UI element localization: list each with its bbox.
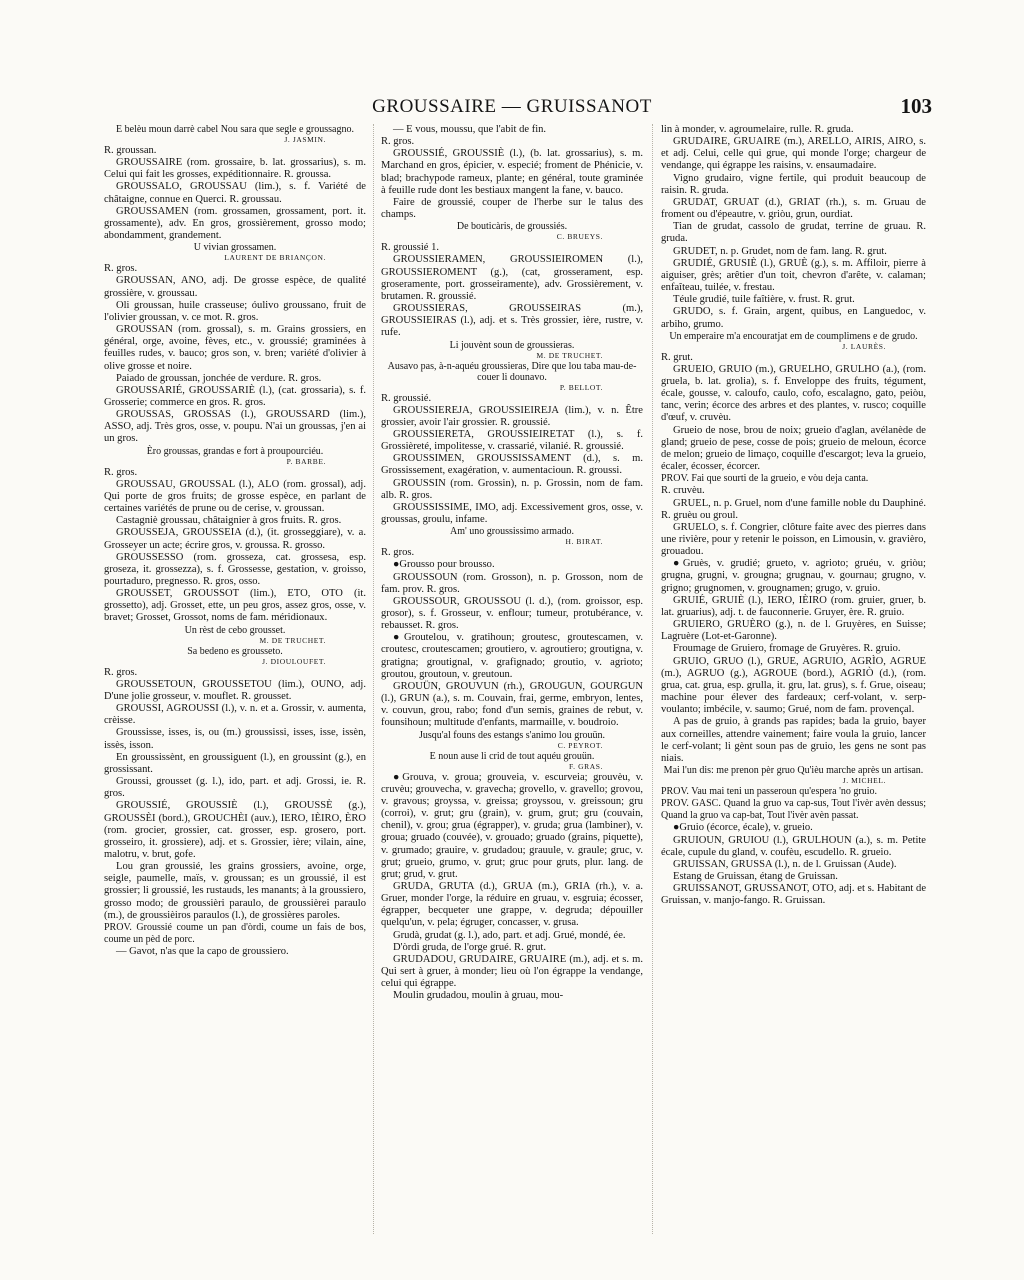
- dictionary-entry: GRUISSANOT, GRUSSANOT, OTO, adj. et s. Habitant de Gruissan, v. manjo-fango. R. Gruissan.: [661, 883, 926, 907]
- dictionary-column-3: [661, 124, 926, 1234]
- dictionary-entry: Paiado de groussan, jonchée de verdure. R. gros.: [116, 372, 322, 384]
- dictionary-entry: GROUSSAN, ANO, adj. De grosse espèce, de qualité grossière, v. groussau.: [104, 275, 366, 299]
- dictionary-entry: GROUSSIÉ, GROUSSIÈ (l.), GROUSSÈ (g.), GROUSSÈI (bord.), GROUCHÈI (auv.), IERO, IÈIRO, ÈRO (rom. grocier, grossier, cat. grosser, esp. grosero, port. grosseiro, it. grossiere), adj. et s. Grossier, ière; vilain, aine, malotru, v. brut, gofe.: [104, 800, 366, 860]
- quotation-author: J. LAURÈS.: [842, 341, 886, 351]
- quotation-author: H. BIRAT.: [565, 537, 603, 547]
- dictionary-entry: GROUSSALO, GROUSSAU (lim.), s. f. Variété de châtaigne, connue en Querci. R. groussau.: [104, 181, 366, 205]
- dictionary-entry: GROUSSIMEN, GROUSSISSAMENT (d.), s. m. Grossissement, exagération, v. aumentacioun. R. groussi.: [381, 453, 643, 477]
- dictionary-entry: En groussissènt, en groussiguent (l.), en groussint (g.), en grossissant.: [104, 751, 366, 775]
- dictionary-entry: ●Gruès, v. grudié; grueto, v. agrioto; gruéu, v. griòu; grugna, grugni, v. grougna; grugnau, v. gournau; grugno, v. grigno; grugnomen, v. grougnamen; grugo, v. gruio.: [661, 558, 926, 594]
- dictionary-entry: ●Grousso pour brousso.: [393, 559, 495, 571]
- dictionary-entry: — E vous, moussu, que l'abit de fin.: [393, 124, 547, 135]
- dictionary-entry: Tian de grudat, cassolo de grudat, terrine de gruau. R. gruda.: [661, 221, 926, 245]
- dictionary-entry: GROUSSARIÉ, GROUSSARIÈ (l.), (cat. grossaria), s. f. Grosserie; commerce en gros. R. gros.: [104, 384, 366, 408]
- quotation: Un emperaire m'a encouratjat em de coumplimens e de grudo.: [669, 330, 918, 342]
- dictionary-entry: GRUDET, n. p. Grudet, nom de fam. lang. R. grut.: [673, 245, 887, 257]
- dictionary-entry: GRUISSAN, GRUSSA (l.), n. de l. Gruissan (Aude).: [673, 858, 897, 870]
- dictionary-entry: GROUSSAS, GROSSAS (l.), GROUSSARD (lim.), ASSO, adj. Très gros, osse, v. poupu. N'ai un groussas, j'en ai un gros.: [104, 409, 366, 445]
- quotation: Sa bedeno es grousseto.: [187, 645, 283, 657]
- dictionary-entry: GROUSSET, GROUSSOT (lim.), ETO, OTO (it. grossetto), adj. Grosset, ette, un peu gros, assez gros, osse, v. bravet; Grosset, Grossot, noms de fam. méridionaux.: [104, 588, 366, 624]
- dictionary-entry: GRUIÉ, GRUIÈ (l.), IERO, IÈIRO (rom. gruier, gruer, b. lat. gruarius), adj. t. de fauconnerie. Gruyer, ère. R. gruio.: [661, 594, 926, 618]
- dictionary-entry: GROUSSETOUN, GROUSSETOU (lim.), OUNO, adj. D'une jolie grosseur, v. mouflet. R. grousset.: [104, 678, 366, 702]
- dictionary-entry: GROUSSOUR, GROUSSOU (l. d.), (rom. groissor, esp. grosor), s. f. Grosseur, v. enflour; tumeur, protubérance, v. rebausset. R. gros.: [381, 595, 643, 632]
- reference-line: R. groussan.: [104, 145, 157, 156]
- quotation-author: J. MICHEL.: [842, 775, 886, 785]
- dictionary-entry: GRUDAIRE, GRUAIRE (m.), ARELLO, AIRIS, AIRO, s. et adj. Celui, celle qui grue, qui monde l'orge; chargeur de vendange, qui égrappe les raisins, v. ensaumadaire.: [661, 136, 926, 172]
- dictionary-entry: GROUSSISSIME, IMO, adj. Excessivement gros, osse, v. groussas, groulu, infame.: [381, 501, 643, 526]
- quotation: Mai l'un dis: me prenon pèr gruo Qu'ièu marche après un artisan.: [663, 764, 924, 776]
- reference-line: R. gros.: [381, 136, 415, 148]
- dictionary-entry: GROUSSAN (rom. grossal), s. m. Grains grossiers, en général, orge, avoine, fèves, etc., v. groussié; graminées à feuilles rudes, v. bauco; gros son, v. bren; variété d'olivier à olive grosse et noire.: [104, 324, 366, 372]
- reference-line: R. gros.: [381, 547, 415, 559]
- quotation: Jusqu'al founs des estangs s'animo lou grouün.: [418, 729, 606, 741]
- dictionary-entry: ●Grouva, v. groua; grouveia, v. escurveia; grouvèu, v. cruvèu; grouvecha, v. gravecha; grovello, v. gravello; grovou, v. gravous; groyssa, v. greissa; groyssou, v. greissoun; gru (corroi), v. grut; gru (grain), v. grum, grut; gru (couvain, chenil), v. grou; grua (égrapper), v. gruda; grua (lambiner), v. groua; gruado (couvée), v. grouado; gruado (grains, piquette), v. grumado; grauire, v. grudadou; grauule, v. graule; gruc, v. grut; grueio, grumo, v. grut; gruc pour gruts, plur. lang. de grut; grud, v. grut.: [381, 771, 643, 880]
- dictionary-entry: GRUEIO, GRUIO (m.), GRUELHO, GRULHO (a.), (rom. gruela, b. lat. grolia), s. f. Enveloppe des fruits, tégument, écale, gousse, v. caloufo, caulo, cofo, escalagno, gato, peiòu, tanc, verin; écorce des arbres et des plantes, v. rusco; coquille d'œuf, v. cruvèu.: [661, 363, 926, 424]
- quotation-author: P. BARBE.: [286, 456, 326, 466]
- dictionary-entry: GRUEL, n. p. Gruel, nom d'une famille noble du Dauphiné. R. gruèu ou groul.: [661, 497, 926, 521]
- dictionary-entry: GROUSSI, AGROUSSI (l.), v. n. et a. Grossir, v. aumenta, crèisse.: [104, 703, 366, 727]
- quotation-author: F. GRAS.: [568, 761, 603, 771]
- proverb: PROV. GASC. Quand la gruo va cap-sus, Tout l'ivèr avèn dessus; Quand la gruo va cap-bat, Tout l'ivèr avèn passat.: [661, 798, 926, 822]
- quotation: Èro groussas, grandas e fort à proupourciéu.: [146, 445, 324, 457]
- dictionary-entry: GRUIERO, GRUÈRO (g.), n. de l. Gruyères, en Suisse; Lagruère (Lot-et-Garonne).: [661, 619, 926, 643]
- dictionary-entry: GROUSSESSO (rom. grosseza, cat. grossesa, esp. groseza, it. grossezza), s. f. Grossesse, gestation, v. groisso, pourtaduro, pregnesso. R. gros, osso.: [104, 551, 366, 587]
- dictionary-entry: GROUSSIN (rom. Grossin), n. p. Grossin, nom de fam. alb. R. gros.: [381, 477, 643, 501]
- quotation: E belèu moun darrè cabel Nou sara que segle e groussagno.: [116, 124, 354, 135]
- dictionary-entry: Froumage de Gruiero, fromage de Gruyères. R. gruio.: [673, 643, 901, 655]
- dictionary-entry: GROUÜN, GROUVUN (rh.), GROUGUN, GOURGUN (l.), GRUN (a.), s. m. Couvain, frai, germe, embryon, lentes, v. couvun, grou, rabo; fond d'un semis, graines de rebut, v. founsihoun; multitude d'enfants, marmaille, v. boudroio.: [381, 680, 643, 729]
- quotation-author: J. DIOULOUFET.: [262, 656, 326, 666]
- quotation-author: M. DE TRUCHET.: [536, 350, 603, 360]
- quotation: Un rèst de cebo grousset.: [184, 624, 286, 636]
- reference-line: R. cruvèu.: [661, 485, 705, 497]
- dictionary-entry: — Gavot, n'as que la capo de groussiero.: [116, 946, 289, 958]
- reference-line: R. gros.: [104, 666, 138, 678]
- quotation-author: P. BELLOT.: [559, 382, 603, 392]
- dictionary-entry: Vigno grudairo, vigne fertile, qui produit beaucoup de raisin. R. gruda.: [661, 172, 926, 196]
- dictionary-entry: Grudà, grudat (g. l.), ado, part. et adj. Grué, mondé, ée.: [393, 929, 626, 941]
- quotation-author: M. DE TRUCHET.: [259, 635, 326, 645]
- quotation: Am' uno groussissimo armado.: [449, 526, 575, 538]
- reference-line: R. grut.: [661, 351, 693, 363]
- column-divider: [373, 124, 374, 1234]
- dictionary-entry: Groussisse, isses, is, ou (m.) groussissi, isses, isse, issèn, issès, isson.: [104, 727, 366, 751]
- dictionary-entry: GRUIO, GRUO (l.), GRUE, AGRUIO, AGRÌO, AGRUE (m.), AGRUO (g.), AGROUE (bord.), AGRIÒ (d.), (rom. grua, cat. grua, esp. grulla, it. gru, lat. grus), s. f. Grue, oiseau; machine pour élever des fardeaux; cerf-volant, v. serp-voulanto; imbécile, v. saumo; Grué, nom de fam. provençal.: [661, 655, 926, 716]
- reference-line: R. gros.: [104, 263, 138, 275]
- dictionary-entry: ●Groutelou, v. gratihoun; groutesc, groutescamen, v. croutesc, croutescamen; groutiero, v. agroutiero; groutigna, v. gratigna; groutignal, v. grafignado; groutio, v. agrioto; groutou, groutoun, v. greutoun.: [381, 632, 643, 680]
- quotation: Ausavo pas, à-n-aquéu groussieras, Dire que lou taba mau-de-couer li dounavo.: [387, 360, 637, 383]
- dictionary-entry: GROUSSIERAS, GROUSSEIRAS (m.), GROUSSIEIRAS (l.), adj. et s. Très grossier, ière, rustre, v. rufe.: [381, 303, 643, 339]
- quotation: Li jouvènt soun de groussieras.: [449, 339, 575, 351]
- dictionary-entry: GROUSSAU, GROUSSAL (l.), ALO (rom. grossal), adj. Qui porte de gros fruits; de grosse espèce, en parlant de certaines variétés de prune ou de cerise, v. groussan.: [104, 478, 366, 515]
- dictionary-entry: GROUSSAMEN (rom. grossamen, grossament, port. it. grossamente), adv. En gros, grossièrement, grosso modo; abondamment, grandement.: [104, 205, 366, 242]
- quotation: U vivian grossamen.: [193, 242, 277, 254]
- dictionary-entry: Estang de Gruissan, étang de Gruissan.: [673, 871, 838, 883]
- dictionary-entry: D'òrdi gruda, de l'orge grué. R. grut.: [393, 941, 546, 953]
- quotation-author: C. PEYROT.: [557, 740, 603, 750]
- dictionary-entry: GROUSSEJA, GROUSSEIA (d.), (it. grosseggiare), v. a. Grosseyer un acte; écrire gros, v. groussa. R. grosso.: [104, 527, 366, 551]
- quotation: E noun ause li crid de tout aquéu grouün.: [429, 750, 595, 762]
- dictionary-entry: Moulin grudadou, moulin à gruau, mou-: [393, 990, 564, 1002]
- quotation-author: C. BRUEYS.: [556, 232, 603, 242]
- dictionary-column-1: [104, 124, 366, 1234]
- dictionary-entry: Lou gran groussié, les grains grossiers, avoine, orge, seigle, paumelle, maïs, v. groussan; es un groussié, il est grossier; li groussié, les rustauds, les manants; à la groussiero, grosso modo; de groussièri paraulo, de groussièrei paraulo (m.), de groussièiros paraulos (l.), de grossières paroles.: [104, 861, 366, 921]
- dictionary-entry: Groussi, grousset (g. l.), ido, part. et adj. Grossi, ie. R. gros.: [104, 776, 366, 800]
- dictionary-entry: Grueio de nose, brou de noix; grueio d'aglan, avélanède de gland; grueio de pese, cosse de pois; grueio de meloun, écorce de melon; grueio de limaço, coquille d'escargot; leva la grueio, écaler, écosser, écorcer.: [661, 424, 926, 473]
- dictionary-entry: GRUDA, GRUTA (d.), GRUA (m.), GRIA (rh.), v. a. Gruer, monder l'orge, la réduire en gruau, v. esgruia; écosser, égrapper, becqueter une grappe, v. degruda; dépouiller quelqu'un, v. pela; égruger, concasser, v. grusa.: [381, 880, 643, 929]
- dictionary-entry: GROUSSOUN (rom. Grosson), n. p. Grosson, nom de fam. prov. R. gros.: [381, 571, 643, 595]
- dictionary-entry: GRUDADOU, GRUDAIRE, GRUAIRE (m.), adj. et s. m. Qui sert à gruer, à monder; lieu où l'on égrappe la vendange, celui qui égrappe.: [381, 953, 643, 990]
- dictionary-entry: A pas de gruio, à grands pas rapides; bada la gruio, bayer aux corneilles, attendre vainement; faire voula la gruio, lancer le cerf-volant; li gènt soun pas de gruio, les gens ne sont pas niais.: [661, 716, 926, 764]
- dictionary-entry: GROUSSIEREJA, GROUSSIEIREJA (lim.), v. n. Être grossier, avoir l'air grossier. R. groussié.: [381, 404, 643, 428]
- page-header: [0, 96, 1024, 124]
- dictionary-entry: GRUELO, s. f. Congrier, clôture faite avec des pierres dans une rivière, pour y retenir le poisson, en Limousin, v. gravièro, grouadou.: [661, 521, 926, 558]
- dictionary-entry: Oli groussan, huile crasseuse; óulivo groussano, fruit de l'olivier groussan, v. ce mot. R. gros.: [104, 299, 366, 323]
- dictionary-entry: GRUDAT, GRUAT (d.), GRIAT (rh.), s. m. Gruau de froment ou d'épeautre, v. griòu, grun, ourdiat.: [661, 196, 926, 221]
- dictionary-entry: Faire de groussié, couper de l'herbe sur le talus des champs.: [381, 196, 643, 221]
- proverb: PROV. Groussié coume un pan d'òrdi, coume un fais de bos, coume un pèd de porc.: [104, 921, 366, 946]
- reference-line: lin à monder, v. agroumelaire, rulle. R. gruda.: [661, 124, 854, 135]
- dictionary-entry: GROUSSIÉ, GROUSSIÈ (l.), (b. lat. grossarius), s. m. Marchand en gros, épicier, v. especié; froment de Phénicie, v. blad; brachypode rameux, plante; en général, toute graminée à feuille rude dont les bestiaux mangent la fane, v. bauco.: [381, 148, 643, 196]
- proverb: PROV. Vau mai teni un passeroun qu'espera 'no gruio.: [661, 785, 877, 797]
- quotation: De bouticàris, de groussiés.: [456, 221, 568, 233]
- reference-line: R. groussié 1.: [381, 242, 440, 254]
- dictionary-entry: GRUDO, s. f. Grain, argent, quibus, en Languedoc, v. arbiho, grumo.: [661, 306, 926, 330]
- page-number: 103: [900, 94, 932, 118]
- reference-line: R. groussié.: [381, 392, 432, 404]
- dictionary-entry: GROUSSIERETA, GROUSSIEIRETAT (l.), s. f. Grossièreté, impolitesse, v. crassarié, vilanié. R. groussié.: [381, 428, 643, 453]
- dictionary-entry: Téule grudié, tuile faîtière, v. frust. R. grut.: [673, 294, 855, 306]
- dictionary-entry: GRUIOUN, GRUIOU (l.), GRULHOUN (a.), s. m. Petite écale, cupule du gland, v. coufèu, escudello. R. grueio.: [661, 834, 926, 858]
- reference-line: R. gros.: [104, 466, 138, 478]
- quotation-author: J. JASMIN.: [284, 135, 326, 144]
- dictionary-column-2: [381, 124, 643, 1234]
- dictionary-entry: GROUSSIERAMEN, GROUSSIEIROMEN (l.), GROUSSIEROMENT (g.), (cat, grosserament, esp. groseramente, port. grosseiramente), adv. Grossièrement, v. brutamen. R. groussié.: [381, 254, 643, 302]
- dictionary-entry: GRUDIÉ, GRUSIÈ (l.), GRUÈ (g.), s. m. Affiloir, pierre à aiguiser, grès; arêtier d'un toit, chevron d'arête, v. calaman; enfaîteau, tuilée, v. frestau.: [661, 257, 926, 294]
- dictionary-entry: ●Gruio (écorce, écale), v. grueio.: [673, 822, 813, 834]
- running-title: GROUSSAIRE — GRUISSANOT: [372, 96, 652, 117]
- dictionary-entry: GROUSSAIRE (rom. grossaire, b. lat. grossarius), s. m. Celui qui fait les grosses, expéditionnaire. R. groussa.: [104, 157, 366, 181]
- proverb: PROV. Fai que sourti de la grueio, e vòu deja canta.: [661, 473, 869, 485]
- dictionary-entry: Castagniè groussau, châtaignier à gros fruits. R. gros.: [116, 515, 342, 527]
- quotation-author: LAURENT DE BRIANÇON.: [224, 253, 326, 263]
- column-divider: [652, 124, 653, 1234]
